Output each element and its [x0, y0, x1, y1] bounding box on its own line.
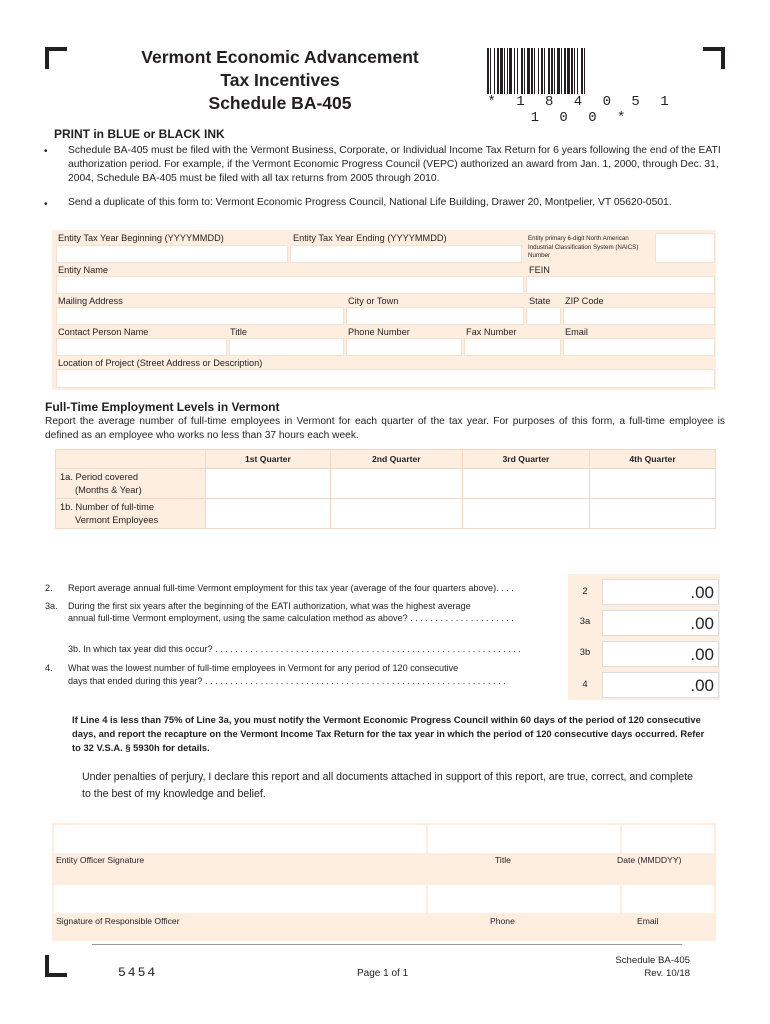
year-end-input[interactable] [290, 245, 522, 263]
barcode-bar [490, 48, 491, 94]
perjury-statement: Under penalties of perjury, I declare this report and all documents attached in support of this report, are true, correct, and complete to the best of my knowledge and belief. [82, 771, 694, 800]
responsible-signature-input[interactable] [54, 885, 426, 913]
barcode-bar [581, 48, 583, 94]
barcode-bar [544, 48, 545, 94]
line-4-text-1: What was the lowest number of full-time employees in Vermont for any period of 120 consecutive [68, 663, 459, 673]
barcode-bar [571, 48, 573, 94]
line-3a-number: 3a. [45, 601, 58, 611]
period-q1-input[interactable] [206, 469, 331, 499]
employees-q2-input[interactable] [330, 499, 462, 529]
signature-date-input[interactable] [622, 825, 714, 853]
label-year-end: Entity Tax Year Ending (YYYYMMDD) [293, 233, 447, 243]
row-label-1b [56, 499, 206, 529]
zip-input[interactable] [563, 307, 715, 325]
barcode-bar [567, 48, 570, 94]
line-4-text-2: days that ended during this year? . . . . . . . . . . . . . . . . . . . . . . . . . . . . . . . . . . . . . . . . . . . . . . . . . . . . . . . . . . . . [68, 676, 506, 686]
line-3a-box-label: 3a [579, 615, 591, 626]
label-phone: Phone Number [348, 327, 410, 337]
barcode-bar [509, 48, 512, 94]
instruction-bullet-2: Send a duplicate of this form to: Vermont Economic Progress Council, National Life Building, Drawer 20, Montpelier, VT 05620-0501. [68, 197, 672, 208]
barcode-bar [561, 48, 562, 94]
barcode-bar [541, 48, 543, 94]
barcode-bar [507, 48, 508, 94]
barcode-bar [538, 48, 539, 94]
year-begin-input[interactable] [56, 245, 288, 263]
barcode-bar [514, 48, 515, 94]
footer-revision: Rev. 10/18 [644, 967, 690, 979]
instruction-bullet-1: Schedule BA-405 must be filed with the Vermont Business, Corporate, or Individual Income Tax Return for 6 years following the end of the EATI authorization period. For example, if the Vermont Economic Progress Council (VEPC) authorized an award from Jan. 1, 2000, through Dec. 31, 2004, Schedule BA-405 must be filed with all tax returns from 2005 through 2010. [68, 145, 721, 184]
mailing-address-input[interactable] [56, 307, 344, 325]
barcode-bar [487, 48, 489, 94]
row-1b-line-1: 1b. Number of full-time [60, 502, 155, 512]
corner-mark-bottom-left [45, 955, 67, 977]
print-ink-note: PRINT in BLUE or BLACK INK [54, 127, 225, 141]
barcode-bar [564, 48, 566, 94]
barcode-bar [500, 48, 503, 94]
quarter-header-3: 3rd Quarter [462, 450, 589, 469]
line-3b-box-label: 3b [579, 646, 591, 657]
officer-title-input[interactable] [428, 825, 620, 853]
barcode-bar [504, 48, 505, 94]
line-3a-amount-input[interactable]: .00 [602, 610, 719, 636]
label-entity-name: Entity Name [58, 265, 109, 275]
barcode-bar [584, 48, 585, 94]
label-officer-signature: Entity Officer Signature [56, 855, 145, 865]
title-line-3: Schedule BA-405 [208, 93, 352, 113]
city-input[interactable] [346, 307, 524, 325]
label-mailing-address: Mailing Address [58, 296, 123, 306]
barcode-bar [551, 48, 553, 94]
corner-mark-top-right [703, 47, 725, 69]
row-1a-line-1: 1a. Period covered [60, 472, 139, 482]
label-responsible-email: Email [637, 916, 659, 926]
label-responsible-phone: Phone [490, 916, 515, 926]
barcode-bar [557, 48, 560, 94]
line-4-box-label: 4 [582, 678, 588, 689]
page-number: Page 1 of 1 [357, 968, 409, 979]
period-q4-input[interactable] [590, 469, 716, 499]
employment-heading: Full-Time Employment Levels in Vermont [45, 400, 280, 414]
barcode-bar [521, 48, 523, 94]
responsible-phone-input[interactable] [428, 885, 620, 913]
barcode-bar [577, 48, 578, 94]
line-2-amount-input[interactable]: .00 [602, 579, 719, 605]
officer-signature-input[interactable] [54, 825, 426, 853]
project-location-input[interactable] [56, 369, 715, 388]
bullet-marker: • [44, 146, 48, 157]
title-line-1: Vermont Economic Advancement [141, 47, 419, 67]
label-city: City or Town [348, 296, 399, 306]
employees-q3-input[interactable] [462, 499, 589, 529]
line-3a-text-2: annual full-time Vermont employment, using the same calculation method as above? . . . . . . . . . . . . . . . . . . . . . [68, 613, 514, 623]
row-label-1a [56, 469, 206, 499]
signature-block [52, 823, 716, 941]
row-1b-line-2: Vermont Employees [75, 514, 159, 525]
label-responsible-signature: Signature of Responsible Officer [56, 916, 180, 926]
barcode-bar [494, 48, 495, 94]
quarterly-employment-table [55, 449, 716, 529]
fein-input[interactable] [526, 276, 715, 294]
label-state: State [529, 296, 551, 306]
barcode-bar [527, 48, 530, 94]
line-2-box-label: 2 [582, 585, 588, 596]
barcode-bar [497, 48, 499, 94]
quarter-header-2: 2nd Quarter [330, 450, 462, 469]
employment-intro: Report the average number of full-time employees in Vermont for each quarter of the tax year. For purposes of this form, a full-time employee is defined as an employee who works no less than 37 hours each week. [45, 416, 725, 441]
footer-schedule: Schedule BA-405 [615, 955, 690, 966]
barcode-image [487, 48, 675, 94]
contact-person-input[interactable] [56, 338, 227, 356]
label-contact-person: Contact Person Name [58, 327, 149, 337]
quarter-header-4: 4th Quarter [590, 450, 716, 469]
responsible-email-input[interactable] [622, 885, 714, 913]
label-fein: FEIN [529, 265, 550, 275]
footer-rule [92, 944, 682, 945]
line-4-amount-input[interactable]: .00 [602, 672, 719, 698]
form-number: 5454 [118, 965, 158, 980]
fax-input[interactable] [464, 338, 561, 356]
line-3b-text: 3b. In which tax year did this occur? . . . . . . . . . . . . . . . . . . . . . . . . . . . . . . . . . . . . . . . . . . . . . . . . . . . . . . . . . . . . . [68, 644, 521, 654]
label-zip: ZIP Code [565, 296, 604, 306]
entity-name-input[interactable] [56, 276, 524, 294]
period-q2-input[interactable] [330, 469, 462, 499]
label-officer-title: Title [495, 855, 511, 865]
line-2-text: Report average annual full-time Vermont employment for this tax year (average of the four quarters above). . . . [68, 583, 514, 593]
period-q3-input[interactable] [462, 469, 589, 499]
label-project-location: Location of Project (Street Address or Description) [58, 358, 263, 368]
form-title [110, 46, 450, 115]
employees-q1-input[interactable] [206, 499, 331, 529]
label-naics: Entity primary 6-digit North American Industrial Classification System (NAICS) Number [528, 235, 639, 259]
label-signature-date: Date (MMDDYY) [617, 855, 682, 865]
label-fax: Fax Number [466, 327, 517, 337]
email-input[interactable] [563, 338, 715, 356]
line-2-number: 2. [45, 583, 53, 593]
corner-mark-top-left [45, 47, 67, 69]
title-line-2: Tax Incentives [220, 70, 340, 90]
phone-input[interactable] [346, 338, 462, 356]
recapture-notice: If Line 4 is less than 75% of Line 3a, you must notify the Vermont Economic Progress Council within 60 days of the period of 120 consecutive days, and report the recapture on the Vermont Income Tax Return for the tax year in which the period of 120 consecutive days occurred. Refer to 32 V.S.A. § 5930h for details. [72, 714, 705, 753]
barcode-bar [574, 48, 575, 94]
table-corner-header [56, 450, 206, 469]
label-year-begin: Entity Tax Year Beginning (YYYYMMDD) [58, 233, 224, 243]
bullet-marker: • [44, 199, 48, 210]
barcode-bar [524, 48, 525, 94]
barcode-bar [554, 48, 555, 94]
line-3b-year-input[interactable]: .00 [602, 641, 719, 667]
barcode-bar [534, 48, 535, 94]
state-input[interactable] [526, 307, 561, 325]
line-3a-text-1: During the first six years after the beginning of the EATI authorization, what was the highest average [68, 601, 471, 611]
barcode-bar [548, 48, 550, 94]
barcode-bar [531, 48, 533, 94]
line-4-number: 4. [45, 663, 53, 673]
label-email: Email [565, 327, 588, 337]
contact-title-input[interactable] [229, 338, 344, 356]
barcode-number: * 1 8 4 0 5 1 1 0 0 * [487, 94, 675, 126]
employees-q4-input[interactable] [590, 499, 716, 529]
barcode-bar [517, 48, 518, 94]
footer-schedule-info [590, 955, 690, 980]
label-contact-title: Title [230, 327, 248, 337]
quarter-header-1: 1st Quarter [206, 450, 331, 469]
naics-input[interactable] [655, 233, 715, 263]
row-1a-line-2: (Months & Year) [75, 484, 142, 495]
